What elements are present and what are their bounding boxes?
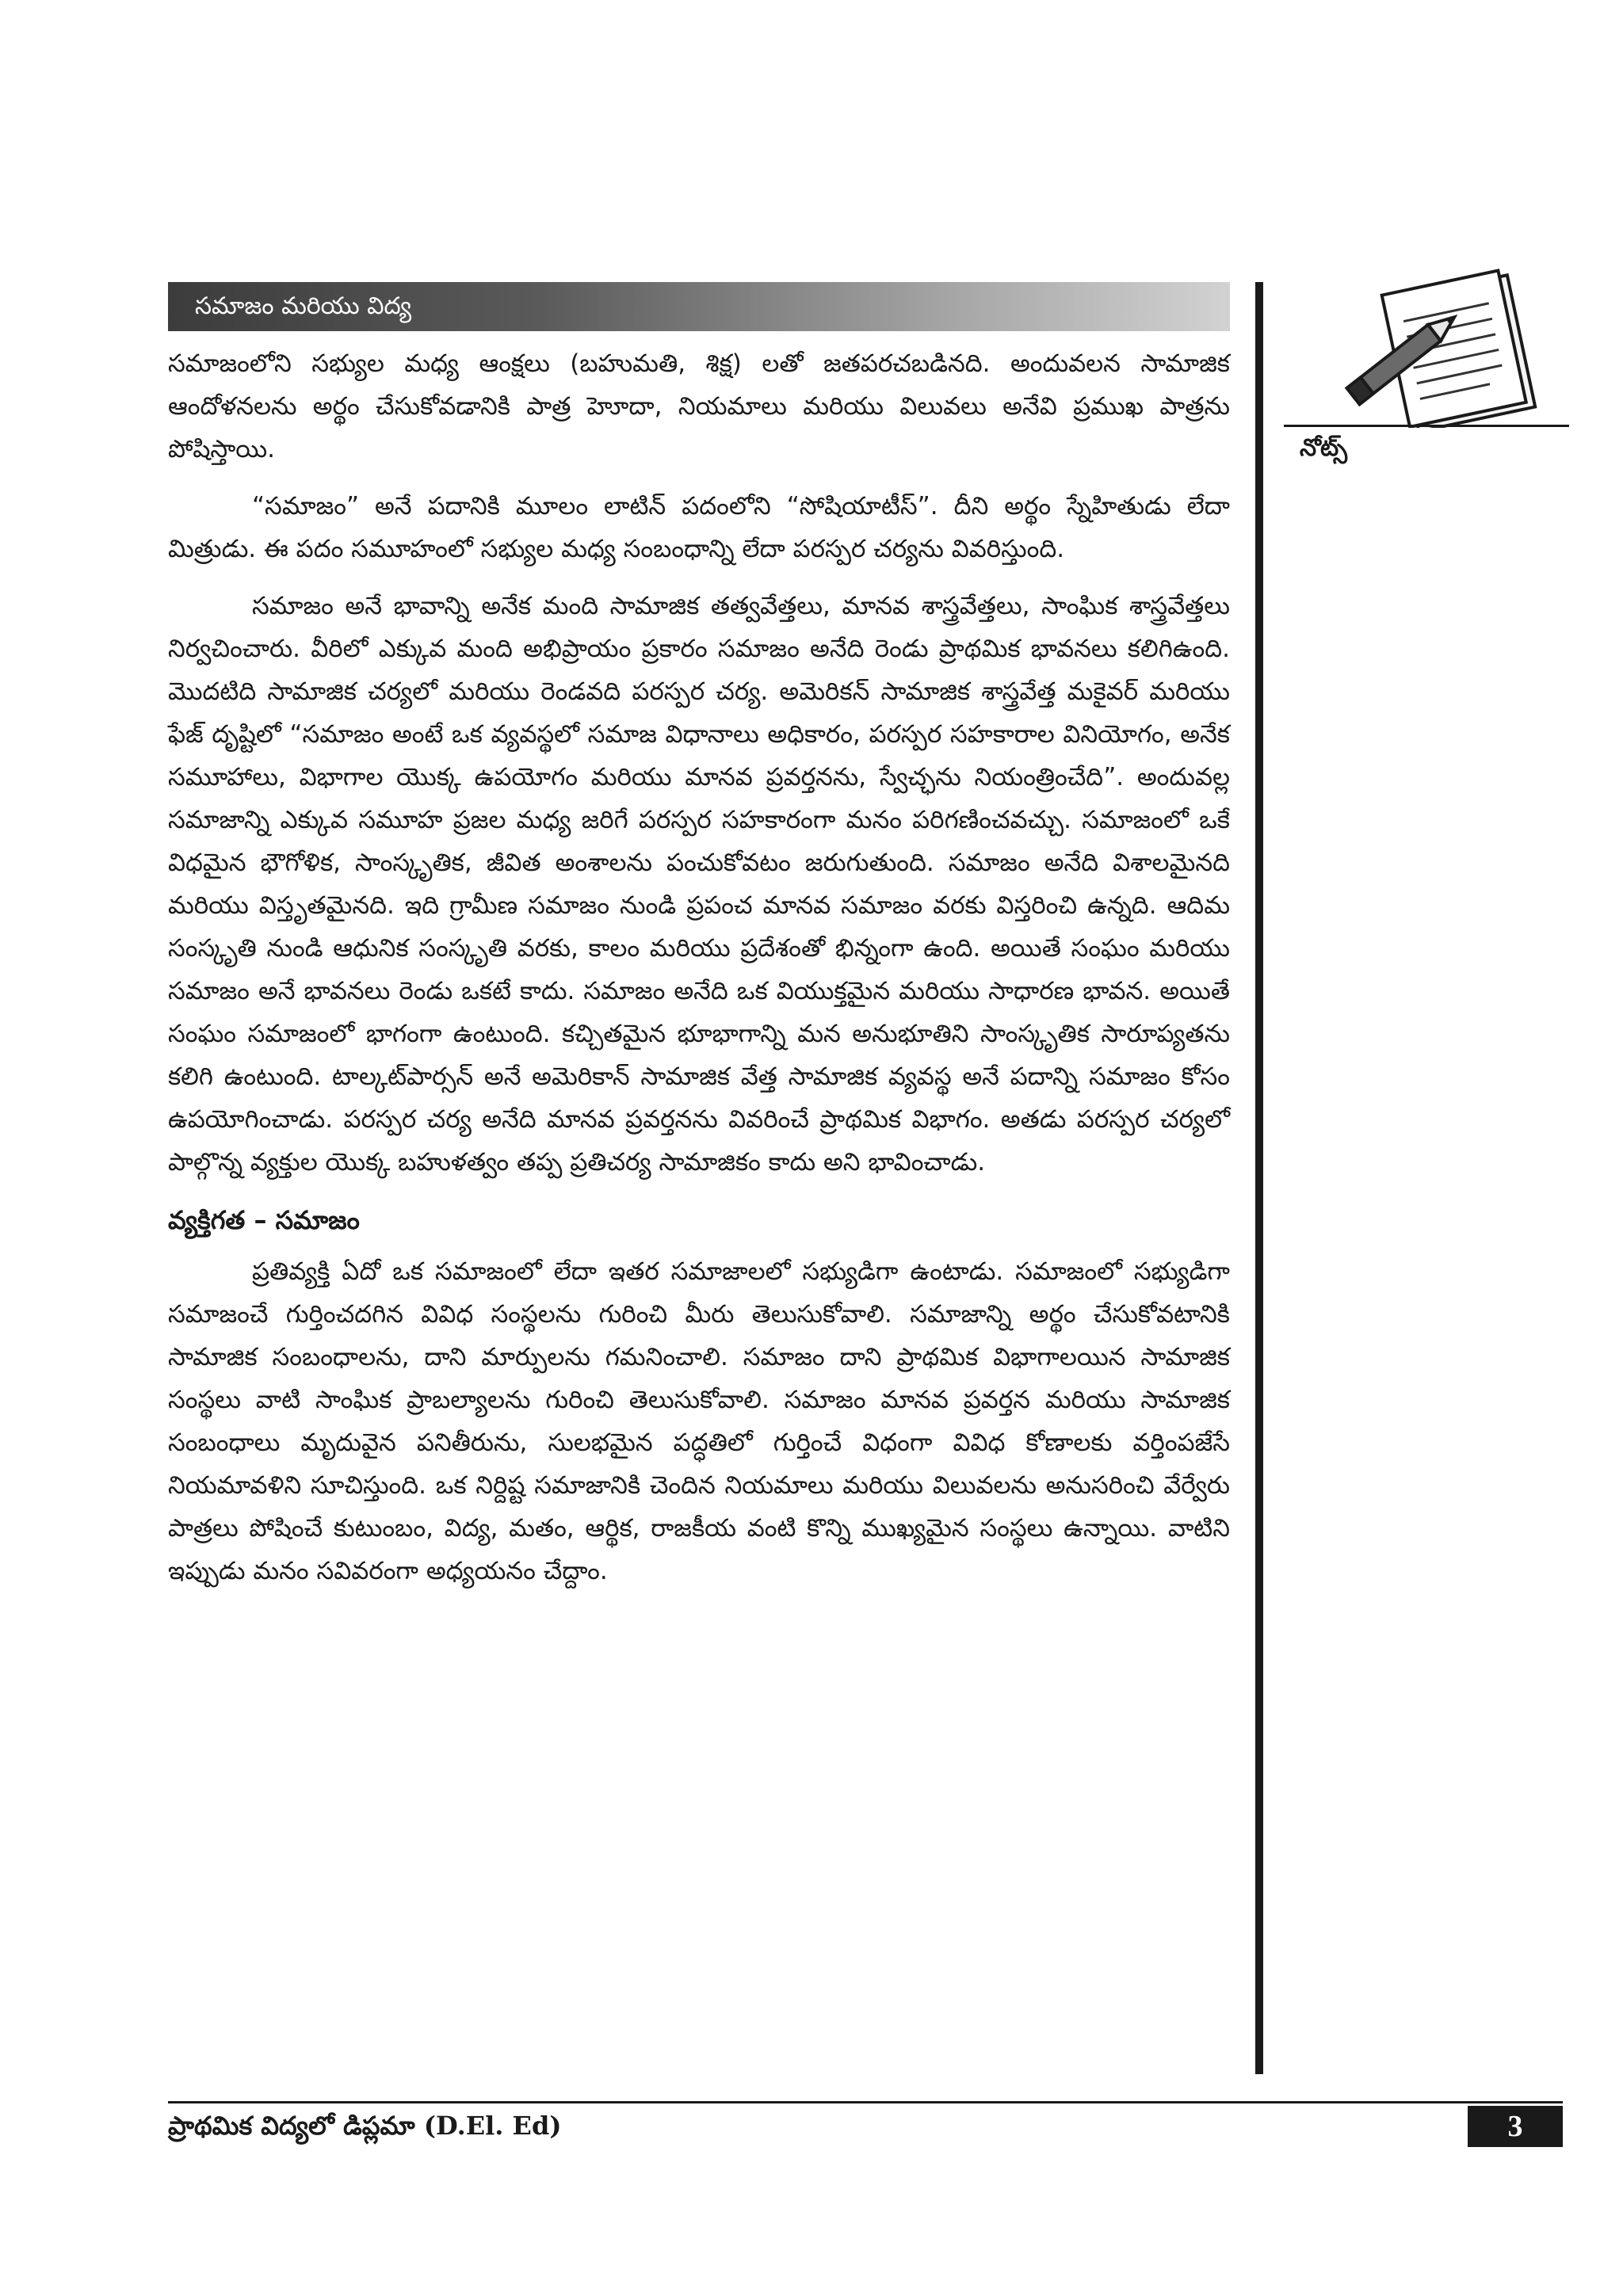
running-header-title: సమాజం మరియు విద్య [195, 292, 412, 320]
main-text [168, 342, 1230, 1607]
paragraph-2: “సమాజం” అనే పదానికి మూలం లాటిన్ పదంలోని “సోషియాటీస్”. దీని అర్థం స్నేహితుడు లేదా మిత్రుడు. ఈ పదం సమూహంలో సభ్యుల మధ్య సంబంధాన్ని లేదా పరస్పర చర్యను వివరిస్తుంది. [168, 492, 1230, 563]
running-header [168, 282, 1230, 331]
page-number: 3 [1507, 2110, 1523, 2143]
margin-divider [1255, 282, 1263, 2074]
notepad-with-pencil-icon [1284, 261, 1569, 428]
paragraph-4: ప్రతివ్యక్తి ఏదో ఒక సమాజంలో లేదా ఇతర సమాజాలలో సభ్యుడిగా ఉంటాడు. సమాజంలో సభ్యుడిగా సమాజంచే గుర్తించదగిన వివిధ సంస్థలను గురించి మీరు తెలుసుకోవాలి. సమాజాన్ని అర్థం చేసుకోవటానికి సామాజిక సంబంధాలను, దాని మార్పులను గమనించాలి. సమాజం దాని ప్రాథమిక విభాగాలయిన సామాజిక సంస్థలు వాటి సాంఘిక ప్రాబల్యాలను గురించి తెలుసుకోవాలి. సమాజం మానవ ప్రవర్తన మరియు సామాజిక సంబంధాలు మృదువైన పనితీరును, సులభమైన పద్ధతిలో గుర్తించే విధంగా వివిధ కోణాలకు వర్తింపజేసే నియమావళిని సూచిస్తుంది. ఒక నిర్దిష్ట సమాజానికి చెందిన నియమాలు మరియు విలువలను అనుసరించి వేర్వేరు పాత్రలు పోషించే కుటుంబం, విద్య, మతం, ఆర్థిక, రాజకీయ వంటి కొన్ని ముఖ్యమైన సంస్థలు ఉన్నాయి. వాటిని ఇప్పుడు మనం సవివరంగా అధ్యయనం చేద్దాం. [168, 1257, 1230, 1585]
page-number-box [1468, 2106, 1563, 2147]
section-heading: వ్యక్తిగత – సమాజం [168, 1205, 360, 1235]
footer-book-title: ప్రాథమిక విద్యలో డిప్లమా (D.El. Ed) [168, 2111, 562, 2141]
paragraph-1: సమాజంలోని సభ్యుల మధ్య ఆంక్షలు (బహుమతి, శిక్ష) లతో జతపరచబడినది. అందువలన సామాజిక ఆందోళనలను అర్థం చేసుకోవడానికి పాత్ర హెూదా, నియమాలు మరియు విలువలు అనేవి ప్రముఖ పాత్రను పోషిస్తాయి. [168, 349, 1230, 463]
footer-rule [168, 2101, 1563, 2103]
notes-rule [1284, 425, 1569, 427]
paragraph-3: సమాజం అనే భావాన్ని అనేక మంది సామాజిక తత్వవేత్తలు, మానవ శాస్త్రవేత్తలు, సాంఘిక శాస్త్రవేత్తలు నిర్వచించారు. వీరిలో ఎక్కువ మంది అభిప్రాయం ప్రకారం సమాజం అనేది రెండు ప్రాథమిక భావనలు కలిగిఉంది. మొదటిది సామాజిక చర్యలో మరియు రెండవది పరస్పర చర్య. అమెరికన్ సామాజిక శాస్త్రవేత్త మకైవర్ మరియు ఫేజ్ దృష్టిలో “సమాజం అంటే ఒక వ్యవస్థలో సమాజ విధానాలు అధికారం, పరస్పర సహకారాల వినియోగం, అనేక సమూహాలు, విభాగాల యొక్క ఉపయోగం మరియు మానవ ప్రవర్తనను, స్వేచ్ఛను నియంత్రించేది”. అందువల్ల సమాజాన్ని ఎక్కువ సమూహ ప్రజల మధ్య జరిగే పరస్పర సహకారంగా మనం పరిగణించవచ్చు. సమాజంలో ఒకే విధమైన భౌగోళిక, సాంస్కృతిక, జీవిత అంశాలను పంచుకోవటం జరుగుతుంది. సమాజం అనేది విశాలమైనది మరియు విస్తృతమైనది. ఇది గ్రామీణ సమాజం నుండి ప్రపంచ మానవ సమాజం వరకు విస్తరించి ఉన్నది. ఆదిమ సంస్కృతి నుండి ఆధునిక సంస్కృతి వరకు, కాలం మరియు ప్రదేశంతో భిన్నంగా ఉంది. అయితే సంఘం మరియు సమాజం అనే భావనలు రెండు ఒకటే కాదు. సమాజం అనేది ఒక వియుక్తమైన మరియు సాధారణ భావన. అయితే సంఘం సమాజంలో భాగంగా ఉంటుంది. కచ్చితమైన భూభాగాన్ని మన అనుభూతిని సాంస్కృతిక సారూప్యతను కలిగి ఉంటుంది. టాల్కట్‌పార్సన్ అనే అమెరికాన్ సామాజిక వేత్త సామాజిక వ్యవస్థ అనే పదాన్ని సమాజం కోసం ఉపయోగించాడు. పరస్పర చర్య అనేది మానవ ప్రవర్తనను వివరించే ప్రాథమిక విభాగం. అతడు పరస్పర చర్యలో పాల్గొన్న వ్యక్తుల యొక్క బహుళత్వం తప్ప ప్రతిచర్య సామాజికం కాదు అని భావించాడు. [168, 592, 1230, 1177]
notes-margin [1284, 261, 1569, 467]
notes-label: నోట్స్ [1300, 434, 1348, 462]
